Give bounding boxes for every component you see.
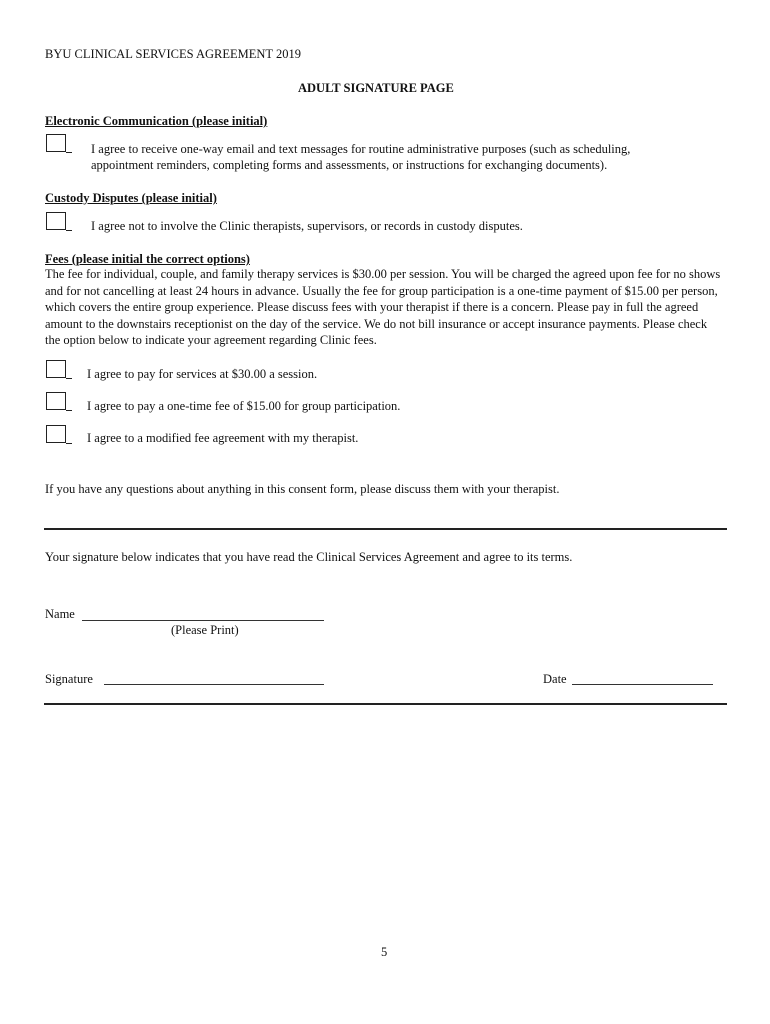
fee-option-2-box[interactable] (46, 392, 66, 410)
page-number: 5 (381, 945, 388, 959)
electronic-text-line-2: appointment reminders, completing forms and assessments, or instructions for exchanging documents). (91, 158, 608, 172)
electronic-initial-underline (66, 152, 72, 153)
fee-option-3-underline (66, 443, 72, 444)
electronic-initial-box[interactable] (46, 134, 66, 152)
custody-initial-box[interactable] (46, 212, 66, 230)
date-field[interactable] (572, 684, 713, 685)
fee-option-1-box[interactable] (46, 360, 66, 378)
electronic-communication-heading: Electronic Communication (please initial) (45, 114, 268, 128)
signature-intro-text: Your signature below indicates that you have read the Clinical Services Agreement and agree to its terms. (45, 550, 573, 564)
signature-label: Signature (45, 672, 93, 686)
questions-text: If you have any questions about anything in this consent form, please discuss them with your therapist. (45, 482, 560, 496)
section-divider-top (44, 528, 727, 530)
custody-disputes-heading: Custody Disputes (please initial) (45, 191, 217, 205)
name-label: Name (45, 607, 75, 621)
name-hint: (Please Print) (171, 623, 239, 637)
name-field[interactable] (82, 620, 324, 621)
fee-option-1-underline (66, 378, 72, 379)
page-title: ADULT SIGNATURE PAGE (298, 81, 454, 95)
custody-text: I agree not to involve the Clinic therapists, supervisors, or records in custody disputes. (91, 219, 523, 233)
fee-option-2-underline (66, 410, 72, 411)
date-label: Date (543, 672, 567, 686)
custody-initial-underline (66, 230, 72, 231)
fee-option-3-label: I agree to a modified fee agreement with my therapist. (87, 431, 359, 445)
fees-heading: Fees (please initial the correct options) (45, 252, 250, 266)
fee-option-1-label: I agree to pay for services at $30.00 a session. (87, 367, 318, 381)
fee-option-3-box[interactable] (46, 425, 66, 443)
document-header: BYU CLINICAL SERVICES AGREEMENT 2019 (45, 47, 301, 61)
electronic-text-line-1: I agree to receive one-way email and text messages for routine administrative purposes (such as scheduling, (91, 142, 631, 156)
section-divider-bottom (44, 703, 727, 705)
fees-paragraph: The fee for individual, couple, and family therapy services is $30.00 per session. You will be charged the agreed upon fee for no shows and for not cancelling at least 24 hours in advance. Usually the fee for group participation is a one-time payment of $15.00 per person, which covers the entire group experience. Please discuss fees with your therapist if there is a concern. Please pay in full the agreed amount to the downstairs receptionist on the day of the service. We do not bill insurance or accept insurance payments. Please check the option below to indicate your agreement regarding Clinic fees. (45, 267, 721, 347)
fee-option-2-label: I agree to pay a one-time fee of $15.00 for group participation. (87, 399, 401, 413)
signature-field[interactable] (104, 684, 324, 685)
